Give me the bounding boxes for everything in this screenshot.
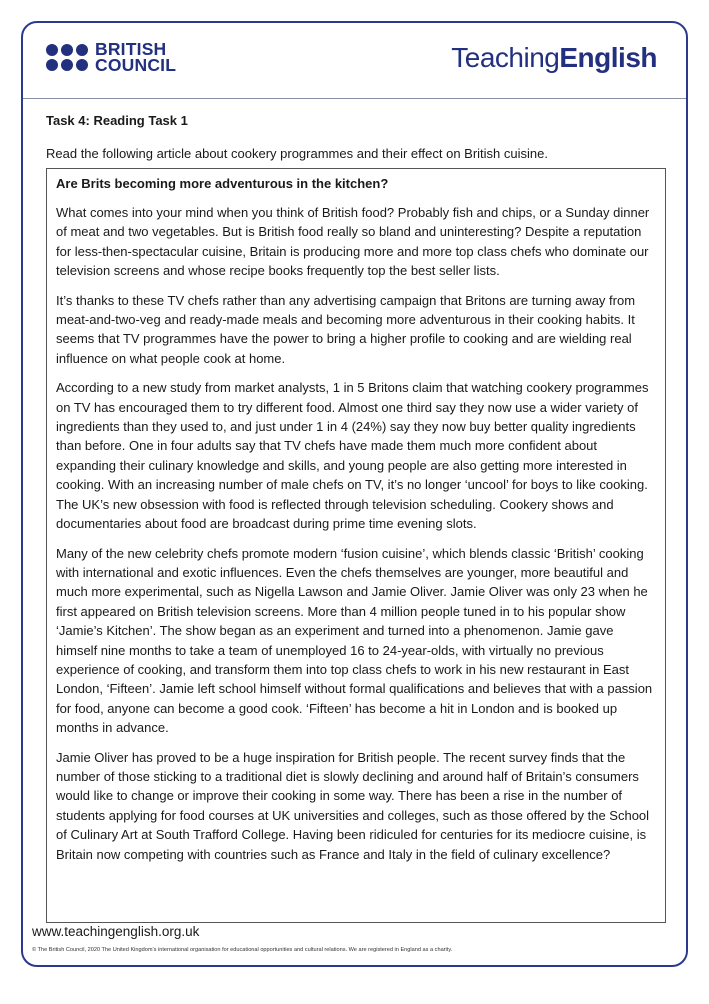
british-council-dots-icon: [46, 44, 88, 71]
logo-line-2: COUNCIL: [95, 55, 177, 75]
header-divider: [23, 98, 686, 99]
article-paragraph: Jamie Oliver has proved to be a huge inspiration for British people. The recent survey finds that the number of those sticking to a traditional diet is slowly declining and around half of Britain’s consumers would like to change or improve their cooking in some way. There has been a rise in the number of students applying for food courses at UK universities and colleges, such as those offered by the School of Culinary Art at South Trafford College. Having been ridiculed for centuries for its mediocre cuisine, is Britain now competing with countries such as France and Italy in the field of culinary excellence?: [56, 749, 650, 862]
logo-english: English: [559, 42, 657, 73]
footer-url[interactable]: www.teachingenglish.org.uk: [32, 924, 200, 939]
logo-teaching: Teaching: [451, 42, 560, 73]
task-instruction: Read the following article about cookery programmes and their effect on British cuisine.: [46, 146, 548, 161]
task-title: Task 4: Reading Task 1: [46, 113, 188, 128]
british-council-logo: [46, 41, 176, 73]
logo-line-1: BRITISH: [95, 39, 167, 59]
article-paragraph: Many of the new celebrity chefs promote modern ‘fusion cuisine’, which blends classic ‘British’ cooking with international and exotic influences. Even the chefs themselves are younger, more beautiful and much more experimental, such as Nigella Lawson and Jamie Oliver. Jamie Oliver was only 23 when he first appeared on British television screens. More than 4 million people tuned in to his popular show ‘Jamie’s Kitchen’. The show began as an experiment and turned into a phenomenon. Jamie gave himself nine months to take a team of unemployed 16 to 24-year-olds, with virtually no previous experience of cooking, and transform them into top class chefs to work in his new restaurant in East London, ‘Fifteen’. Jamie left school himself without formal qualifications and believes that with a passion for food, anyone can become a good cook. ‘Fifteen’ has become a hit in London and is booked up months in advance.: [56, 545, 653, 736]
article-paragraph: What comes into your mind when you think of British food? Probably fish and chips, or a Sunday dinner of meat and two vegetables. But is British food really so bland and uninteresting? Despite a reputation for less-then-spectacular cuisine, Britain is producing more and more top class chefs who dominate our television screens and whose recipe books frequently top the best seller lists.: [56, 205, 650, 279]
article-paragraph: It’s thanks to these TV chefs rather than any advertising campaign that Britons are turning away from meat-and-two-veg and ready-made meals and becoming more adventurous in their cooking habits. It seems that TV programmes have the power to bring a higher profile to cooking and are wielding real influence on what people cook at home.: [56, 292, 636, 366]
article-headline: Are Brits becoming more adventurous in the kitchen?: [56, 176, 389, 191]
article-paragraph: According to a new study from market analysts, 1 in 5 Britons claim that watching cookery programmes on TV has encouraged them to try different food. Almost one third say they now use a wider variety of ingredients than they used to, and just under 1 in 4 (24%) say they now buy better quality ingredients than before. One in four adults say that TV chefs have made them much more confident about expanding their culinary knowledge and skills, and young people are also getting more interested in cooking. With an increasing number of male chefs on TV, it’s no longer ‘uncool’ for boys to like cooking. The UK’s new obsession with food is reflected through television scheduling. Cookery shows and documentaries about food are broadcast during prime time evening slots.: [56, 380, 649, 532]
teaching-english-logo: [451, 42, 657, 74]
footer-copyright: © The British Council, 2020 The United Kingdom’s international organisation for educational opportunities and cultural relations. We are registered in England as a charity.: [32, 947, 453, 953]
article-box: [46, 168, 666, 923]
